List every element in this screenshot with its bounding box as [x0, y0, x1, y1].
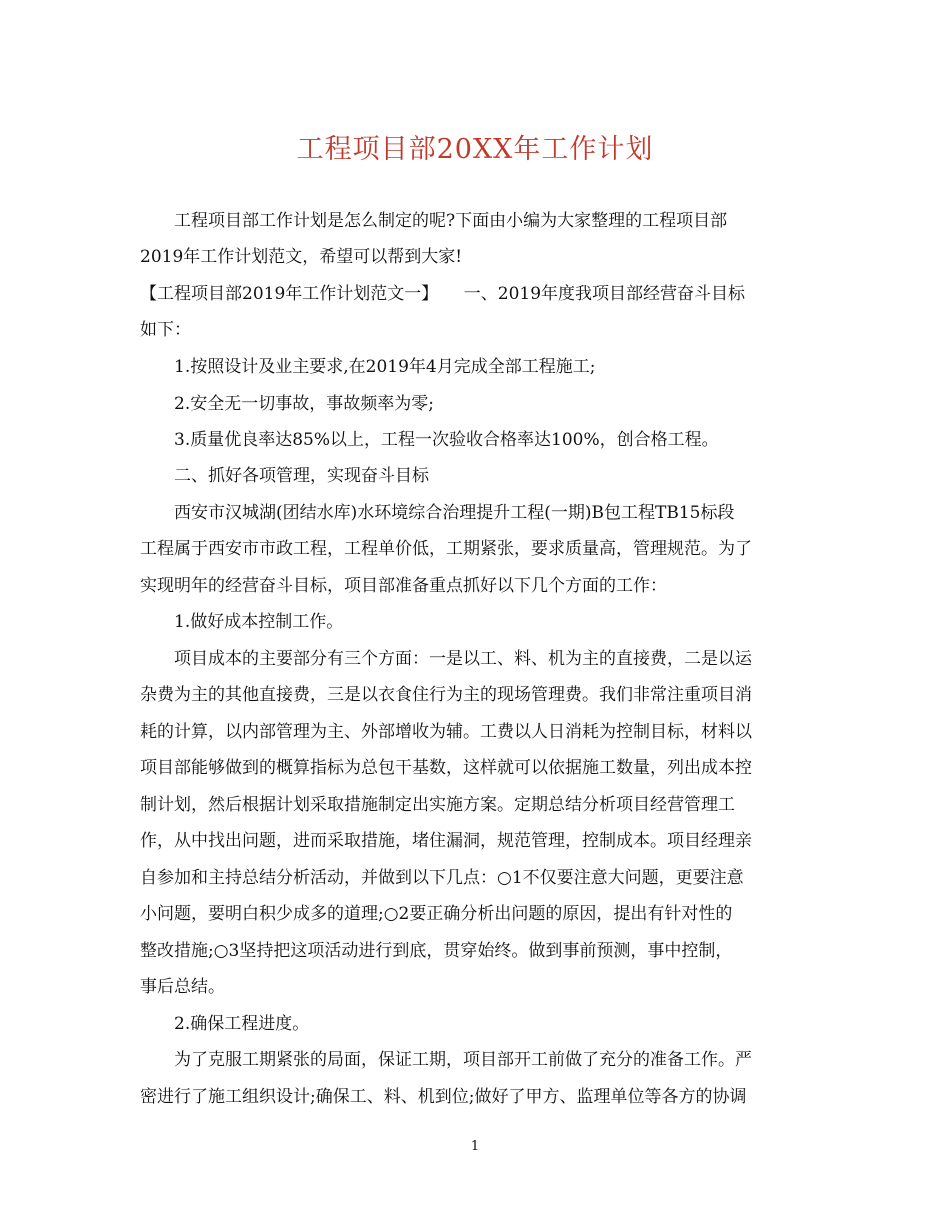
- document-title: 工程项目部20XX年工作计划: [296, 134, 654, 165]
- paragraph-line: 2019年工作计划范文，希望可以帮到大家!: [140, 247, 463, 267]
- paragraph-line: 小问题，要明白积少成多的道理;○2要正确分析出问题的原因，提出有针对性的: [140, 904, 733, 924]
- paragraph-line: 2.确保工程进度。: [174, 1014, 310, 1034]
- paragraph-line: 事后总结。: [140, 977, 225, 997]
- paragraph-line: 为了克服工期紧张的局面，保证工期，项目部开工前做了充分的准备工作。严: [174, 1050, 752, 1070]
- paragraph-line: 项目部能够做到的概算指标为总包干基数，这样就可以依据施工数量，列出成本控: [140, 758, 752, 778]
- paragraph-line: 杂费为主的其他直接费，三是以衣食住行为主的现场管理费。我们非常注重项目消: [140, 685, 752, 705]
- paragraph-line: 工程属于西安市市政工程，工程单价低，工期紧张，要求质量高，管理规范。为了: [140, 539, 752, 559]
- paragraph-line: 1.做好成本控制工作。: [174, 612, 344, 632]
- paragraph-line: 1.按照设计及业主要求,在2019年4月完成全部工程施工;: [174, 357, 596, 377]
- paragraph-line: 3.质量优良率达85%以上，工程一次验收合格率达100%，创合格工程。: [174, 430, 719, 450]
- paragraph-line: 二、抓好各项管理，实现奋斗目标: [174, 466, 429, 486]
- paragraph-line: 作，从中找出问题，进而采取措施，堵住漏洞，规范管理，控制成本。项目经理亲: [140, 831, 752, 851]
- paragraph-line: 如下：: [140, 320, 191, 340]
- paragraph-line: 耗的计算，以内部管理为主、外部增收为辅。工费以人日消耗为控制目标，材料以: [140, 722, 752, 742]
- page-number: 1: [470, 1139, 480, 1154]
- paragraph-line: 制计划，然后根据计划采取措施制定出实施方案。定期总结分析项目经营管理工: [140, 795, 735, 815]
- paragraph-line: 西安市汉城湖(团结水库)水环境综合治理提升工程(一期)B包工程TB15标段: [174, 503, 735, 523]
- paragraph-line: 2.安全无一切事故，事故频率为零;: [174, 394, 434, 414]
- paragraph-line: 【工程项目部2019年工作计划范文一】 一、2019年度我项目部经营奋斗目标: [140, 284, 746, 304]
- paragraph-line: 整改措施;○3坚持把这项活动进行到底，贯穿始终。做到事前预测，事中控制，: [140, 941, 733, 961]
- paragraph-line: 实现明年的经营奋斗目标，项目部准备重点抓好以下几个方面的工作：: [140, 576, 667, 596]
- paragraph-line: 项目成本的主要部分有三个方面：一是以工、料、机为主的直接费，二是以运: [174, 649, 752, 669]
- paragraph-line: 密进行了施工组织设计;确保工、料、机到位;做好了甲方、监理单位等各方的协调: [140, 1087, 747, 1107]
- paragraph-line: 自参加和主持总结分析活动，并做到以下几点：○1不仅要注意大问题，更要注意: [140, 868, 744, 888]
- paragraph-line: 工程项目部工作计划是怎么制定的呢?下面由小编为大家整理的工程项目部: [174, 211, 728, 231]
